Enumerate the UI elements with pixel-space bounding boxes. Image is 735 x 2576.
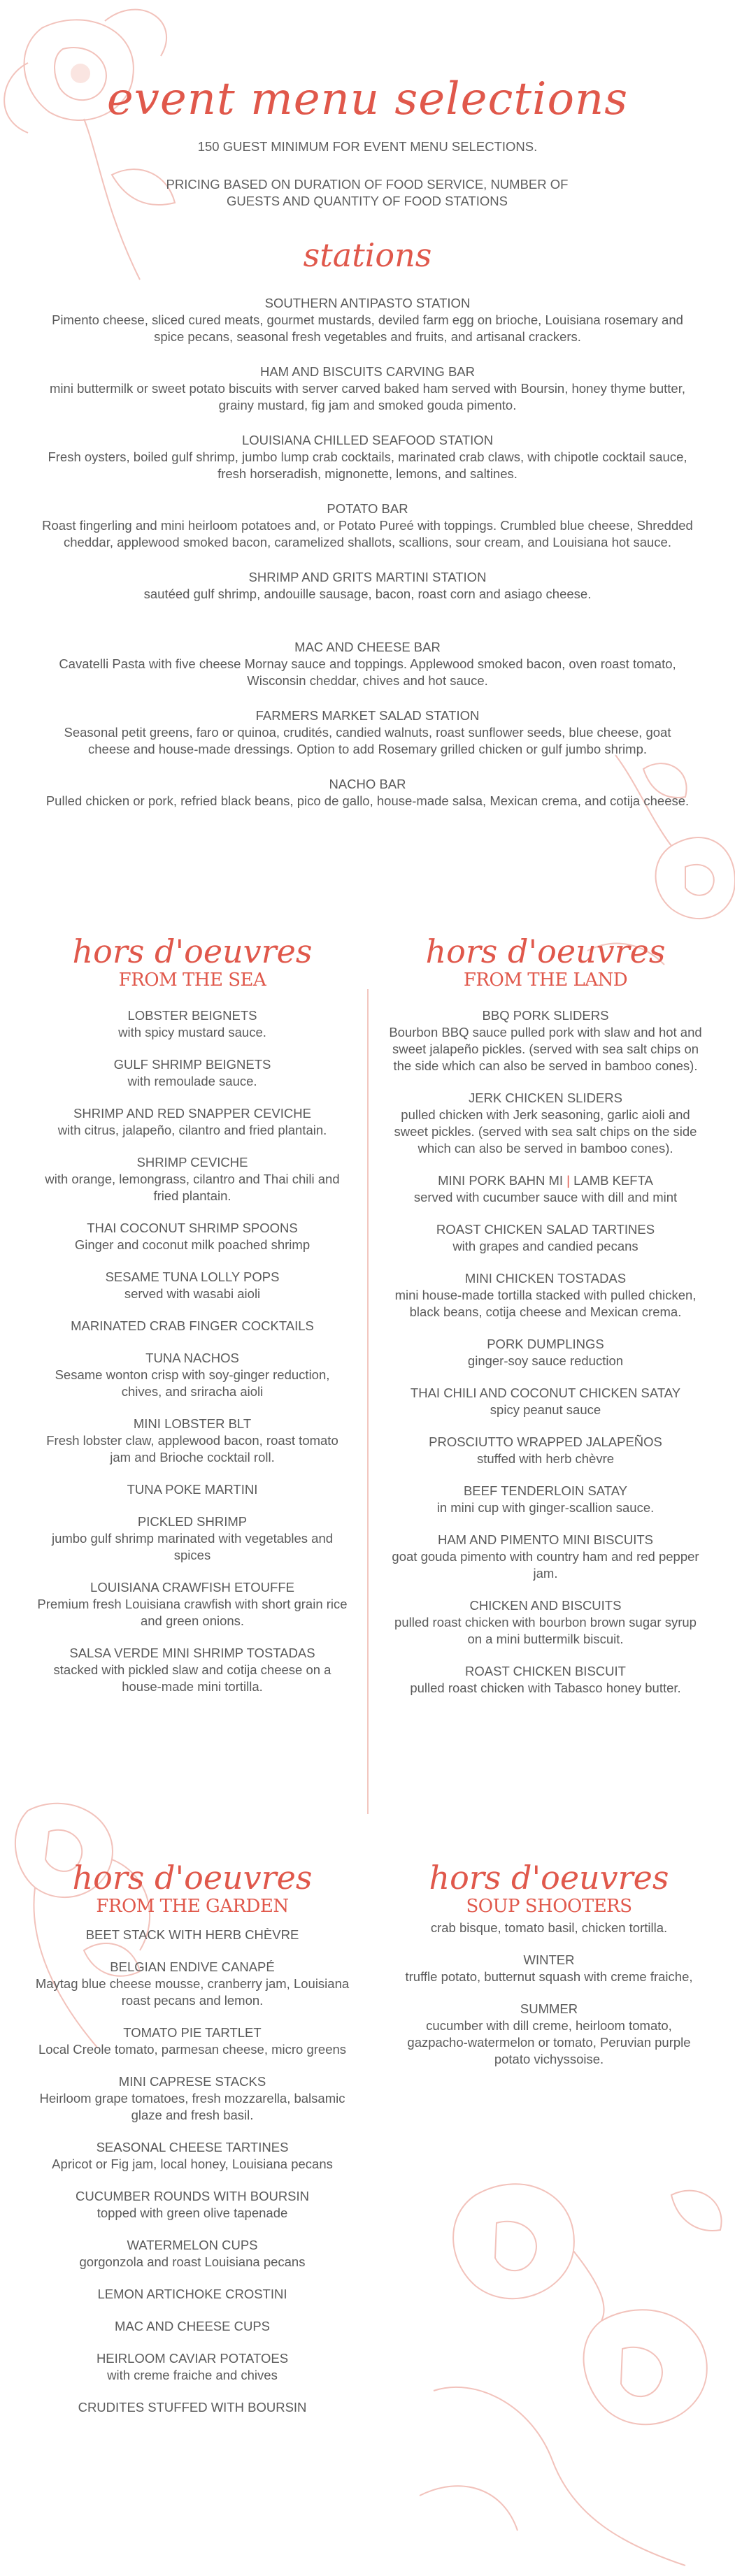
item-description: Maytag blue cheese mousse, cranberry jam, Louisiana roast pecans and lemon. [35,1976,350,2008]
menu-item [35,1056,350,1090]
menu-item [388,1483,703,1516]
menu-item [35,2073,350,2124]
land-section-title: hors d'oeuvres [425,933,666,970]
station-item [42,501,693,551]
menu-item [388,1336,703,1369]
station-description: Seasonal petit greens, faro or quinoa, crudités, candied walnuts, roast sunflower seeds, blue cheese, goat cheese and house-made dressings. Option to add Rosemary grilled chicken or gulf jumbo shrimp. [64,725,671,756]
item-name: CHICKEN AND BISCUITS [469,1598,622,1613]
menu-item [388,1270,703,1321]
item-description: spicy peanut sauce [490,1402,601,1417]
station-description: Pulled chicken or pork, refried black beans, pico de gallo, house-made salsa, Mexican crema, and cotija cheese. [45,793,690,808]
separator-pipe: | [566,1173,570,1188]
menu-item [388,1090,703,1157]
item-description: Bourbon BBQ sauce pulled pork with slaw and hot and sweet jalapeño pickles. (served with sea salt chips on the side which can also be served in bamboo cones). [389,1025,702,1073]
station-item [42,776,693,810]
item-name: CUCUMBER ROUNDS WITH BOURSIN [75,2189,310,2203]
item-description: stuffed with herb chèvre [476,1451,615,1466]
item-description: cucumber with dill creme, heirloom tomato, gazpacho-watermelon or tomato, Peruvian purple potato vichyssoise. [407,2018,691,2066]
item-description: Local Creole tomato, parmesan cheese, micro greens [38,2042,347,2057]
item-name: TUNA NACHOS [145,1351,239,1365]
station-description: mini buttermilk or sweet potato biscuits with server carved baked ham served with Boursin, honey thyme butter, grainy mustard, fig jam and smoked gouda pimento. [50,381,685,412]
item-description: served with wasabi aioli [124,1286,261,1301]
item-name: SALSA VERDE MINI SHRIMP TOSTADAS [69,1646,315,1660]
station-description: Cavatelli Pasta with five cheese Mornay sauce and toppings. Applewood smoked bacon, oven roast tomato, Wisconsin cheddar, chives and hot sauce. [59,656,676,688]
item-description: topped with green olive tapenade [97,2206,288,2220]
menu-item [35,2350,350,2384]
menu-item [35,2399,350,2416]
item-name: PROSCIUTTO WRAPPED JALAPEÑOS [429,1434,662,1449]
menu-item [388,1385,703,1418]
menu-item [35,2237,350,2271]
station-name: MAC AND CHEESE BAR [294,640,441,654]
from-the-sea-section [35,933,350,1711]
item-name: MARINATED CRAB FINGER COCKTAILS [71,1318,314,1333]
menu-item [388,1007,703,1074]
item-name: JERK CHICKEN SLIDERS [469,1091,622,1105]
item-name: MAC AND CHEESE CUPS [114,2319,271,2333]
item-description: Sesame wonton crisp with soy-ginger reduction, chives, and sriracha aioli [55,1367,330,1399]
item-name: BELGIAN ENDIVE CANAPÉ [110,1959,275,1974]
from-the-garden-section [35,1859,350,2431]
menu-item [35,1416,350,1466]
floral-bottom-right-illustration [392,2111,735,2576]
item-name: ROAST CHICKEN BISCUIT [465,1664,626,1678]
item-description: in mini cup with ginger-scallion sauce. [436,1500,655,1515]
station-name: POTATO BAR [327,501,408,516]
menu-item [35,2188,350,2222]
item-name-part: LAMB KEFTA [573,1173,653,1188]
item-name: SHRIMP AND RED SNAPPER CEVICHE [73,1106,311,1121]
soup-shooters-section [402,1859,696,2083]
item-name: SUMMER [520,2001,578,2016]
item-name: TOMATO PIE TARTLET [123,2025,262,2040]
item-description: mini house-made tortilla stacked with pulled chicken, black beans, cotija cheese and Mexican crema. [394,1288,697,1319]
soup-section-title: hors d'oeuvres [429,1859,669,1897]
station-name: FARMERS MARKET SALAD STATION [255,708,480,723]
item-name-part: MINI PORK BAHN MI [438,1173,563,1188]
item-name: BBQ PORK SLIDERS [482,1008,609,1023]
item-name: PICKLED SHRIMP [137,1514,248,1529]
item-name: HAM AND PIMENTO MINI BISCUITS [437,1532,654,1547]
menu-item [35,2139,350,2173]
item-description: with orange, lemongrass, cilantro and Thai chili and fried plantain. [45,1172,340,1203]
station-name: NACHO BAR [329,777,406,791]
station-item [42,295,693,345]
item-description: with creme fraiche and chives [107,2368,278,2382]
menu-item [388,1663,703,1697]
item-description: pulled roast chicken with Tabasco honey butter. [410,1681,681,1695]
item-name: THAI COCONUT SHRIMP SPOONS [87,1221,298,1235]
station-name: HAM AND BISCUITS CARVING BAR [259,364,476,379]
item-description: ginger-soy sauce reduction [467,1353,624,1368]
item-name: MINI CHICKEN TOSTADAS [464,1271,627,1286]
stations-title: stations [303,236,432,274]
station-description: Pimento cheese, sliced cured meats, gourmet mustards, deviled farm egg on brioche, Louisiana rosemary and spice pecans, seasonal fresh vegetables and fruits, and artisanal crackers. [52,312,683,344]
menu-item [402,1952,696,1985]
item-description: Premium fresh Louisiana crawfish with short grain rice and green onions. [37,1597,348,1628]
item-description: with remoulade sauce. [127,1074,257,1088]
station-item [42,569,693,603]
item-name: MINI LOBSTER BLT [133,1416,252,1431]
item-name: LOBSTER BEIGNETS [127,1008,257,1023]
station-description: sautéed gulf shrimp, andouille sausage, bacon, roast corn and asiago cheese. [143,587,592,601]
menu-item [35,1513,350,1564]
menu-item [35,1645,350,1695]
item-description: with grapes and candied pecans [452,1239,638,1253]
station-name: SHRIMP AND GRITS MARTINI STATION [248,570,487,584]
item-description: Apricot or Fig jam, local honey, Louisiana pecans [52,2157,333,2171]
station-item [42,432,693,482]
item-name: SEASONAL CHEESE TARTINES [96,2140,289,2154]
station-item [42,639,693,689]
menu-item [35,1350,350,1400]
station-name: LOUISIANA CHILLED SEAFOOD STATION [241,433,494,447]
item-name: WATERMELON CUPS [127,2238,258,2252]
item-description: Fresh lobster claw, applewood bacon, roast tomato jam and Brioche cocktail roll. [46,1433,338,1465]
item-name: LEMON ARTICHOKE CROSTINI [97,2287,287,2301]
garden-section-title: hors d'oeuvres [72,1859,313,1897]
item-description: pulled roast chicken with bourbon brown sugar syrup on a mini buttermilk biscuit. [394,1615,697,1646]
menu-item [35,2024,350,2058]
menu-item [35,1007,350,1041]
station-item [42,364,693,414]
item-name: GULF SHRIMP BEIGNETS [113,1057,271,1072]
item-description: jumbo gulf shrimp marinated with vegetables and spices [51,1531,334,1562]
item-name: MINI CAPRESE STACKS [118,2074,266,2089]
menu-item [388,1172,703,1206]
guest-minimum-note: 150 GUEST MINIMUM FOR EVENT MENU SELECTIONS. [197,139,538,154]
menu-item [35,1220,350,1253]
menu-item [35,1154,350,1204]
item-name: TUNA POKE MARTINI [127,1482,258,1497]
menu-item [35,1269,350,1302]
soup-section-subtitle: SOUP SHOOTERS [466,1896,632,1917]
menu-item [35,1105,350,1139]
item-name: CRUDITES STUFFED WITH BOURSIN [78,2400,307,2415]
item-name: PORK DUMPLINGS [487,1337,604,1351]
item-name [388,1172,703,1189]
item-description: crab bisque, tomato basil, chicken tortilla. [430,1920,668,1935]
item-description: stacked with pickled slaw and cotija cheese on a house-made mini tortilla. [53,1662,331,1694]
stations-list [42,295,693,828]
item-description: with spicy mustard sauce. [118,1025,266,1039]
menu-item [402,2001,696,2068]
station-description: Roast fingerling and mini heirloom potatoes and, or Potato Pureé with toppings. Crumbled blue cheese, Shredded cheddar, applewood smoked bacon, caramelized shallots, scallions, sour cream, and Louisiana hot sauce. [42,518,693,549]
item-name: ROAST CHICKEN SALAD TARTINES [436,1222,655,1237]
menu-item [388,1597,703,1648]
item-description: served with cucumber sauce with dill and mint [413,1190,678,1204]
item-description: Heirloom grape tomatoes, fresh mozzarella, balsamic glaze and fresh basil. [39,2091,345,2122]
station-description: Fresh oysters, boiled gulf shrimp, jumbo lump crab cocktails, marinated crab claws, with chipotle cocktail sauce, fresh horseradish, mignonette, lemons, and saltines. [48,449,687,481]
station-name: SOUTHERN ANTIPASTO STATION [264,296,471,310]
item-description: truffle potato, butternut squash with creme fraiche, [405,1969,693,1984]
menu-item [35,1481,350,1498]
item-description: gorgonzola and roast Louisiana pecans [79,2254,306,2269]
menu-item [35,1579,350,1629]
item-name: SESAME TUNA LOLLY POPS [105,1269,280,1284]
pricing-note: PRICING BASED ON DURATION OF FOOD SERVICE, NUMBER OF GUESTS AND QUANTITY OF FOOD STATIONS [166,177,569,208]
item-name: WINTER [523,1952,575,1967]
menu-item [35,1318,350,1334]
item-name: HEIRLOOM CAVIAR POTATOES [96,2351,289,2366]
menu-item [35,1959,350,2009]
item-description: pulled chicken with Jerk seasoning, garlic aioli and sweet pickles. (served with sea salt chips on the side which can also be served in bamboo cones). [394,1107,697,1156]
page-title: event menu selections [106,73,629,125]
item-name: SHRIMP CEVICHE [136,1155,248,1170]
menu-item [388,1434,703,1467]
station-item [42,707,693,758]
menu-item [402,1920,696,1936]
from-the-land-section [388,933,703,1712]
item-name: BEET STACK WITH HERB CHÈVRE [85,1927,299,1942]
sea-section-title: hors d'oeuvres [72,933,313,970]
menu-item [35,2318,350,2335]
item-name: THAI CHILI AND COCONUT CHICKEN SATAY [410,1386,681,1400]
item-description: with citrus, jalapeño, cilantro and fried plantain. [57,1123,327,1137]
item-description: goat gouda pimento with country ham and red pepper jam. [392,1549,699,1581]
menu-item [388,1221,703,1255]
sea-section-subtitle: FROM THE SEA [118,970,266,991]
item-name: BEEF TENDERLOIN SATAY [463,1483,628,1498]
item-description: Ginger and coconut milk poached shrimp [74,1237,311,1252]
menu-item [35,2286,350,2303]
menu-item [35,1927,350,1943]
item-name: LOUISIANA CRAWFISH ETOUFFE [90,1580,294,1595]
column-divider [367,989,369,1814]
garden-section-subtitle: FROM THE GARDEN [96,1896,289,1917]
land-section-subtitle: FROM THE LAND [463,970,628,991]
menu-item [388,1532,703,1582]
